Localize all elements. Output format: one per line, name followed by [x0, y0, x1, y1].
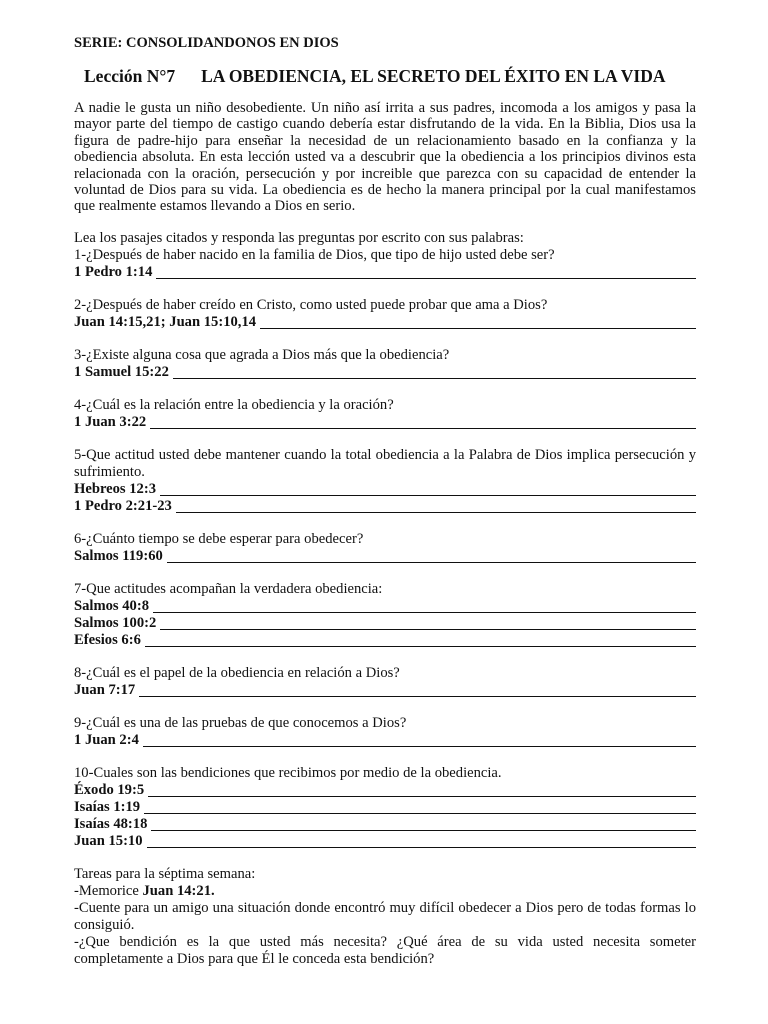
answer-line — [74, 414, 696, 431]
question-text: 9-¿Cuál es una de las pruebas de que conocemos a Dios? — [74, 714, 407, 731]
scripture-reference: Isaías 1:19 — [74, 798, 141, 815]
scripture-reference: 1 Samuel 15:22 — [74, 363, 169, 380]
scripture-reference: 1 Pedro 2:21-23 — [74, 497, 172, 514]
scripture-reference: 1 Juan 2:4 — [74, 731, 139, 748]
question-text: 3-¿Existe alguna cosa que agrada a Dios más que la obediencia? — [74, 346, 450, 363]
answer-blank[interactable] — [145, 633, 696, 647]
lesson-heading — [74, 64, 696, 88]
answer-line — [74, 632, 696, 649]
question-block — [74, 247, 696, 281]
scripture-reference: Efesios 6:6 — [74, 631, 141, 648]
answer-blank[interactable] — [153, 599, 696, 613]
answer-blank[interactable] — [148, 783, 696, 797]
instructions-text: Lea los pasajes citados y responda las preguntas por escrito con sus palabras: — [74, 229, 524, 246]
answer-line — [74, 548, 696, 565]
series-title: SERIE: CONSOLIDANDONOS EN DIOS — [74, 35, 339, 51]
question-text: 2-¿Después de haber creído en Cristo, como usted puede probar que ama a Dios? — [74, 296, 548, 313]
answer-line — [74, 782, 696, 799]
scripture-reference: Salmos 119:60 — [74, 547, 163, 564]
question-text: 5-Que actitud usted debe mantener cuando la total obediencia a la Palabra de Dios implica persecución y sufrimiento. — [74, 446, 696, 480]
answer-line — [74, 264, 696, 281]
intro-paragraph: A nadie le gusta un niño desobediente. Un niño así irrita a sus padres, incomoda a los amigos y pasa la mayor parte del tiempo de castigo cuando debería estar disfrutando de la vida. En la Biblia, Dios usa la figura de padre-hijo para enseñar la necesidad de un relacionamiento basado en la confianza y la obediencia absoluta. En esta lección usted va a descubrir que la obediencia a los principios divinos esta relacionada con la oración, persecución y por increible que parezca con su capacidad de entender la voluntad de Dios para su vida. La obediencia es de hecho la manera principal por la cual manifestamos que realmente estamos llevando a Dios en serio. — [74, 100, 696, 215]
answer-line — [74, 364, 696, 381]
question-block — [74, 765, 696, 850]
question-text: 1-¿Después de haber nacido en la familia de Dios, que tipo de hijo usted debe ser? — [74, 246, 555, 263]
answer-line — [74, 682, 696, 699]
answer-blank[interactable] — [143, 733, 696, 747]
answer-blank[interactable] — [150, 415, 696, 429]
scripture-reference: Juan 14:15,21; Juan 15:10,14 — [74, 313, 257, 330]
scripture-reference: Juan 7:17 — [74, 681, 136, 698]
scripture-reference: Isaías 48:18 — [74, 815, 148, 832]
question-block — [74, 397, 696, 431]
scripture-reference: 1 Pedro 1:14 — [74, 263, 153, 280]
tasks-heading: Tareas para la séptima semana: — [74, 865, 256, 882]
lesson-title: LA OBEDIENCIA, EL SECRETO DEL ÉXITO EN LA VIDA — [201, 66, 666, 86]
answer-line — [74, 498, 696, 515]
answer-blank[interactable] — [139, 683, 696, 697]
task-memorize-ref: Juan 14:21. — [142, 882, 215, 899]
answer-line — [74, 799, 696, 816]
answer-blank[interactable] — [144, 800, 696, 814]
scripture-reference: Salmos 40:8 — [74, 597, 149, 614]
question-text: 7-Que actitudes acompañan la verdadera obediencia: — [74, 580, 383, 597]
answer-blank[interactable] — [173, 365, 696, 379]
question-block — [74, 297, 696, 331]
answer-blank[interactable] — [147, 834, 696, 848]
answer-line — [74, 598, 696, 615]
scripture-reference: Éxodo 19:5 — [74, 781, 145, 798]
question-block — [74, 447, 696, 515]
scripture-reference: 1 Juan 3:22 — [74, 413, 147, 430]
answer-line — [74, 833, 696, 850]
lesson-number: Lección N°7 — [84, 66, 176, 86]
question-text: 4-¿Cuál es la relación entre la obediencia y la oración? — [74, 396, 394, 413]
answer-line — [74, 314, 696, 331]
question-block — [74, 665, 696, 699]
question-block — [74, 715, 696, 749]
answer-line — [74, 615, 696, 632]
answer-blank[interactable] — [260, 315, 696, 329]
answer-blank[interactable] — [156, 265, 696, 279]
question-text: 6-¿Cuánto tiempo se debe esperar para obedecer? — [74, 530, 364, 547]
question-text: 10-Cuales son las bendiciones que recibimos por medio de la obediencia. — [74, 764, 502, 781]
answer-blank[interactable] — [160, 616, 696, 630]
scripture-reference: Salmos 100:2 — [74, 614, 157, 631]
scripture-reference: Juan 15:10 — [74, 832, 143, 849]
answer-blank[interactable] — [151, 817, 696, 831]
task-share: -Cuente para un amigo una situación donde encontró muy difícil obedecer a Dios pero de todas formas lo consiguió. — [74, 899, 696, 933]
answer-line — [74, 732, 696, 749]
answer-line — [74, 481, 696, 498]
worksheet-page — [74, 30, 696, 968]
question-block — [74, 347, 696, 381]
answer-line — [74, 816, 696, 833]
answer-blank[interactable] — [167, 549, 696, 563]
question-text: 8-¿Cuál es el papel de la obediencia en relación a Dios? — [74, 664, 400, 681]
task-memorize — [74, 883, 696, 900]
questions-list — [74, 247, 696, 850]
question-block — [74, 531, 696, 565]
scripture-reference: Hebreos 12:3 — [74, 480, 157, 497]
answer-blank[interactable] — [176, 499, 696, 513]
weekly-tasks — [74, 866, 696, 968]
answer-blank[interactable] — [160, 482, 696, 496]
task-blessing: -¿Que bendición es la que usted más necesita? ¿Qué área de su vida usted necesita someter completamente a Dios para que Él le conceda esta bendición? — [74, 933, 696, 967]
question-block — [74, 581, 696, 649]
task-memorize-prefix: -Memorice — [74, 882, 143, 899]
